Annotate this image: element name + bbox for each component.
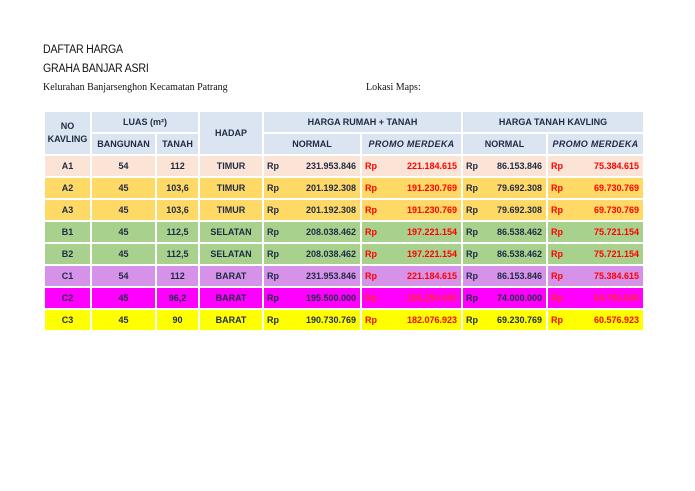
currency-label: Rp [365, 315, 377, 325]
rumah-promo-value: 191.230.769 [406, 205, 457, 215]
location-text: Kelurahan Banjarsenghon Kecamatan Patrang [43, 82, 228, 93]
table-row [45, 156, 643, 176]
cell-bangunan: 54 [92, 266, 155, 286]
kavling-promo-value: 75.384.615 [593, 271, 639, 281]
currency-label: Rp [466, 249, 478, 259]
rumah-promo-value: 191.230.769 [406, 183, 457, 193]
cell-rumah-normal [264, 244, 360, 264]
cell-tanah: 103,6 [157, 178, 198, 198]
currency-label: Rp [365, 183, 377, 193]
currency-label: Rp [267, 293, 279, 303]
rumah-normal-value: 201.192.308 [305, 183, 356, 193]
currency-label: Rp [267, 271, 279, 281]
cell-kavling-promo [548, 200, 643, 220]
cell-kavling: A2 [45, 178, 90, 198]
cell-bangunan: 45 [92, 244, 155, 264]
kavling-normal-value: 86.538.462 [496, 227, 542, 237]
header-rumah-normal: NORMAL [264, 134, 360, 154]
currency-label: Rp [267, 183, 279, 193]
rumah-normal-value: 231.953.846 [305, 271, 356, 281]
currency-label: Rp [466, 293, 478, 303]
kavling-normal-value: 79.692.308 [496, 205, 542, 215]
header-rumah-promo: PROMO MERDEKA [362, 134, 461, 154]
cell-rumah-normal [264, 178, 360, 198]
rumah-promo-value: 186.250.000 [406, 293, 457, 303]
title-daftar-harga: DAFTAR HARGA [43, 44, 123, 56]
currency-label: Rp [551, 227, 563, 237]
cell-hadap: TIMUR [200, 156, 262, 176]
cell-rumah-promo [362, 310, 461, 330]
cell-kavling: A1 [45, 156, 90, 176]
kavling-promo-value: 64.750.000 [593, 293, 639, 303]
kavling-normal-value: 74.000.000 [496, 293, 542, 303]
cell-tanah: 112 [157, 156, 198, 176]
currency-label: Rp [466, 227, 478, 237]
cell-kavling: B2 [45, 244, 90, 264]
cell-kavling: C3 [45, 310, 90, 330]
cell-kavling: C1 [45, 266, 90, 286]
header-no-kavling: NO KAVLING [45, 112, 90, 154]
kavling-promo-value: 69.730.769 [593, 183, 639, 193]
currency-label: Rp [466, 205, 478, 215]
rumah-promo-value: 221.184.615 [406, 271, 457, 281]
kavling-promo-value: 75.384.615 [593, 161, 639, 171]
rumah-normal-value: 231.953.846 [305, 161, 356, 171]
currency-label: Rp [551, 315, 563, 325]
cell-bangunan: 54 [92, 156, 155, 176]
rumah-normal-value: 190.730.769 [305, 315, 356, 325]
cell-hadap: TIMUR [200, 200, 262, 220]
cell-hadap: BARAT [200, 310, 262, 330]
rumah-normal-value: 208.038.462 [305, 227, 356, 237]
header-tanah: TANAH [157, 134, 198, 154]
header-harga-tanah: HARGA TANAH KAVLING [463, 112, 643, 132]
table-row [45, 266, 643, 286]
cell-kavling-promo [548, 178, 643, 198]
header-harga-rumah: HARGA RUMAH + TANAH [264, 112, 461, 132]
currency-label: Rp [466, 315, 478, 325]
currency-label: Rp [267, 161, 279, 171]
rumah-promo-value: 182.076.923 [406, 315, 457, 325]
currency-label: Rp [466, 161, 478, 171]
cell-kavling: B1 [45, 222, 90, 242]
cell-hadap: SELATAN [200, 222, 262, 242]
cell-kavling: A3 [45, 200, 90, 220]
cell-bangunan: 45 [92, 178, 155, 198]
cell-tanah: 103,6 [157, 200, 198, 220]
currency-label: Rp [267, 205, 279, 215]
currency-label: Rp [551, 205, 563, 215]
cell-bangunan: 45 [92, 222, 155, 242]
header-hadap: HADAP [200, 112, 262, 154]
cell-hadap: BARAT [200, 266, 262, 286]
cell-kavling-normal [463, 200, 546, 220]
cell-bangunan: 45 [92, 288, 155, 308]
cell-bangunan: 45 [92, 310, 155, 330]
cell-kavling-promo [548, 156, 643, 176]
cell-rumah-promo [362, 244, 461, 264]
currency-label: Rp [365, 161, 377, 171]
cell-bangunan: 45 [92, 200, 155, 220]
header-bangunan: BANGUNAN [92, 134, 155, 154]
cell-rumah-normal [264, 222, 360, 242]
kavling-normal-value: 69.230.769 [496, 315, 542, 325]
price-table [43, 110, 645, 332]
title-graha-banjar-asri: GRAHA BANJAR ASRI [43, 63, 149, 75]
cell-rumah-promo [362, 266, 461, 286]
currency-label: Rp [267, 227, 279, 237]
cell-rumah-promo [362, 178, 461, 198]
currency-label: Rp [365, 205, 377, 215]
cell-rumah-normal [264, 200, 360, 220]
kavling-promo-value: 75.721.154 [593, 227, 639, 237]
currency-label: Rp [267, 249, 279, 259]
rumah-promo-value: 221.184.615 [406, 161, 457, 171]
cell-rumah-normal [264, 266, 360, 286]
currency-label: Rp [365, 293, 377, 303]
header-luas: LUAS (m²) [92, 112, 198, 132]
rumah-promo-value: 197.221.154 [406, 227, 457, 237]
cell-rumah-normal [264, 156, 360, 176]
currency-label: Rp [365, 227, 377, 237]
cell-kavling-normal [463, 310, 546, 330]
kavling-promo-value: 69.730.769 [593, 205, 639, 215]
currency-label: Rp [551, 293, 563, 303]
currency-label: Rp [267, 315, 279, 325]
cell-hadap: SELATAN [200, 244, 262, 264]
cell-rumah-promo [362, 288, 461, 308]
cell-rumah-promo [362, 156, 461, 176]
cell-rumah-normal [264, 288, 360, 308]
rumah-normal-value: 208.038.462 [305, 249, 356, 259]
table-row [45, 244, 643, 264]
cell-kavling-normal [463, 222, 546, 242]
rumah-normal-value: 201.192.308 [305, 205, 356, 215]
currency-label: Rp [365, 271, 377, 281]
cell-rumah-promo [362, 222, 461, 242]
rumah-promo-value: 197.221.154 [406, 249, 457, 259]
header-kavling-normal: NORMAL [463, 134, 546, 154]
cell-kavling-normal [463, 178, 546, 198]
cell-rumah-promo [362, 200, 461, 220]
cell-hadap: TIMUR [200, 178, 262, 198]
kavling-normal-value: 86.153.846 [496, 271, 542, 281]
cell-kavling-promo [548, 266, 643, 286]
kavling-promo-value: 75.721.154 [593, 249, 639, 259]
cell-kavling-normal [463, 156, 546, 176]
cell-tanah: 112,5 [157, 244, 198, 264]
kavling-normal-value: 86.153.846 [496, 161, 542, 171]
cell-kavling-normal [463, 244, 546, 264]
cell-rumah-normal [264, 310, 360, 330]
cell-kavling-promo [548, 288, 643, 308]
currency-label: Rp [466, 183, 478, 193]
rumah-normal-value: 195.500.000 [305, 293, 356, 303]
cell-tanah: 112 [157, 266, 198, 286]
table-row [45, 222, 643, 242]
cell-tanah: 96,2 [157, 288, 198, 308]
cell-hadap: BARAT [200, 288, 262, 308]
currency-label: Rp [551, 271, 563, 281]
cell-kavling-promo [548, 244, 643, 264]
cell-tanah: 90 [157, 310, 198, 330]
currency-label: Rp [466, 271, 478, 281]
cell-kavling: C2 [45, 288, 90, 308]
cell-kavling-promo [548, 310, 643, 330]
table-row [45, 178, 643, 198]
header-kavling-promo: PROMO MERDEKA [548, 134, 643, 154]
currency-label: Rp [365, 249, 377, 259]
kavling-normal-value: 86.538.462 [496, 249, 542, 259]
currency-label: Rp [551, 249, 563, 259]
cell-tanah: 112,5 [157, 222, 198, 242]
maps-label: Lokasi Maps: [366, 82, 421, 93]
cell-kavling-normal [463, 288, 546, 308]
kavling-normal-value: 79.692.308 [496, 183, 542, 193]
table-row [45, 200, 643, 220]
table-row [45, 288, 643, 308]
cell-kavling-normal [463, 266, 546, 286]
currency-label: Rp [551, 183, 563, 193]
cell-kavling-promo [548, 222, 643, 242]
kavling-promo-value: 60.576.923 [593, 315, 639, 325]
table-row [45, 310, 643, 330]
currency-label: Rp [551, 161, 563, 171]
